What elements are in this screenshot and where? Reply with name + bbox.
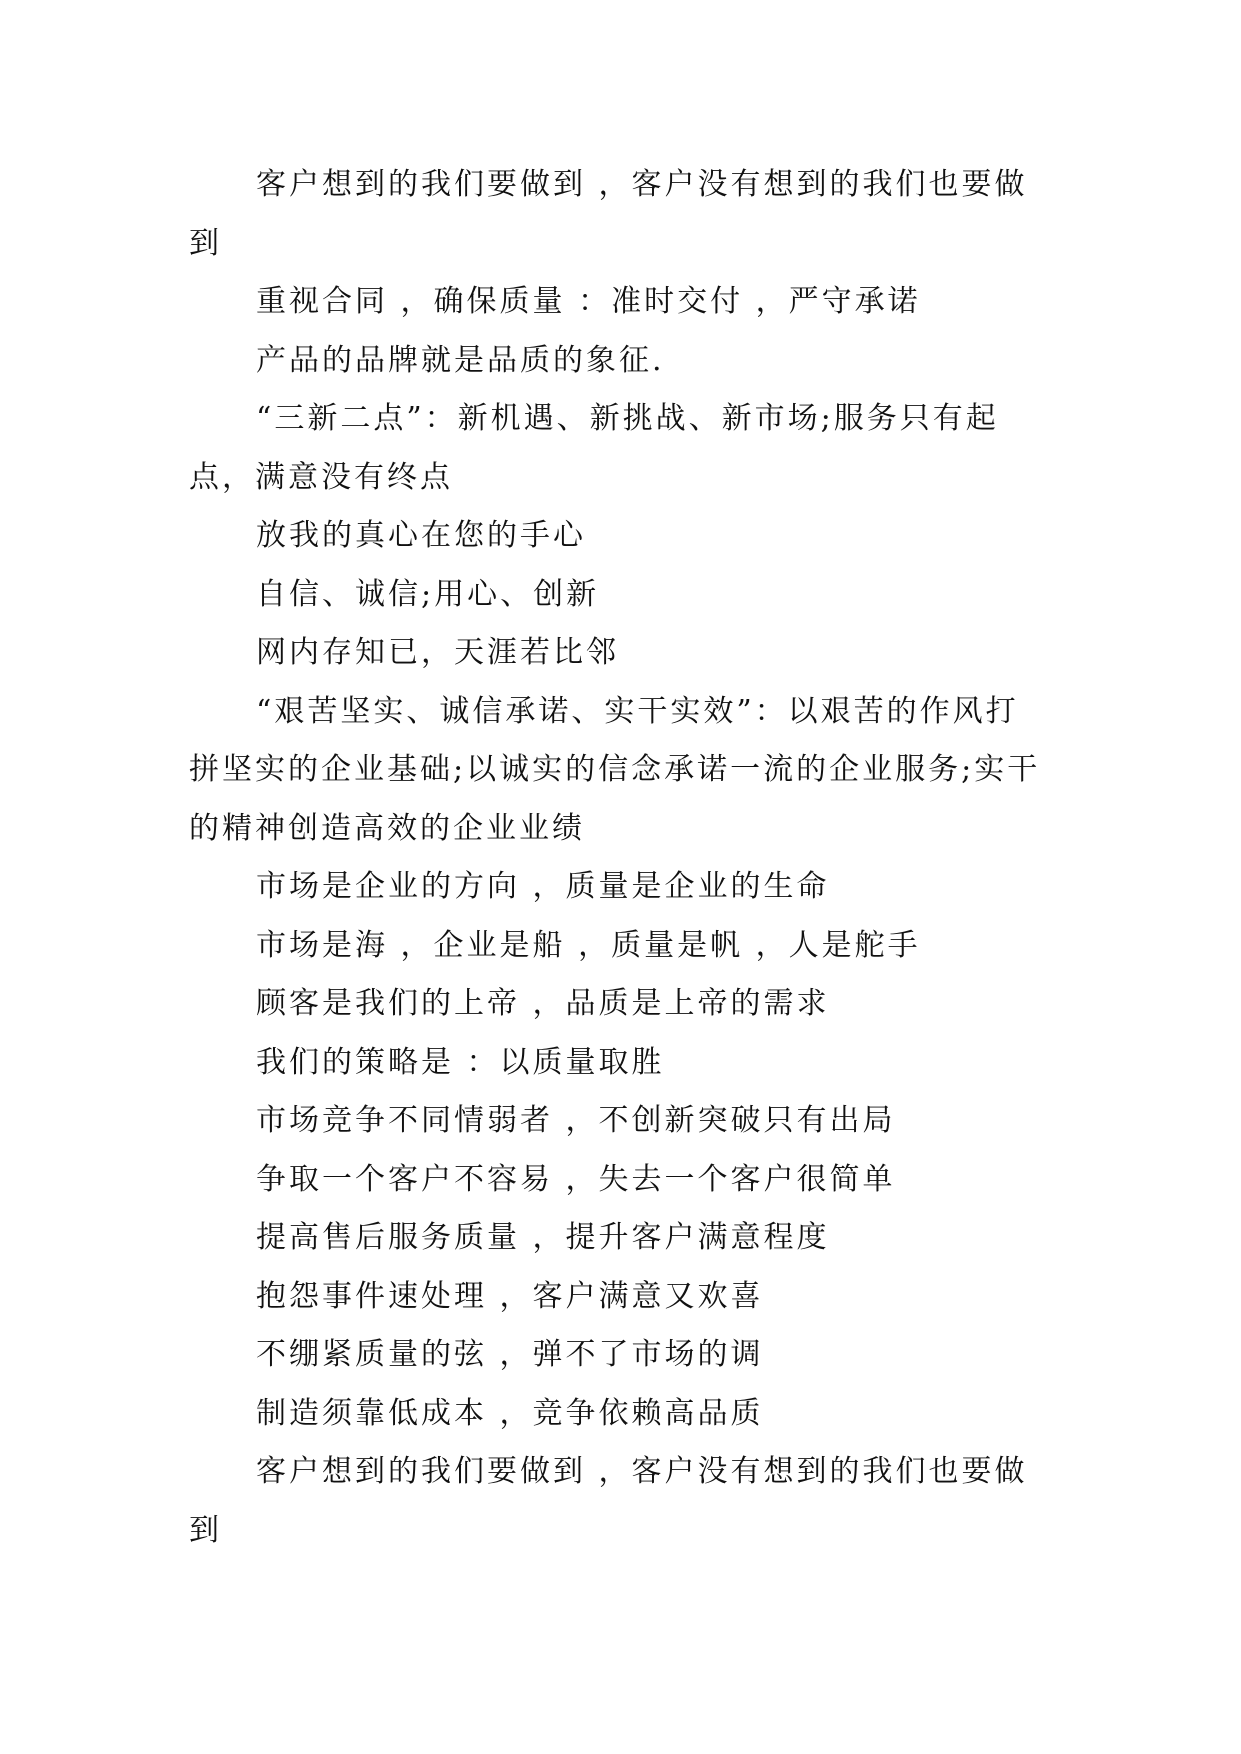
paragraph-18: 制造须靠低成本 ，竞争依赖高品质	[256, 1395, 764, 1431]
paragraph-10: 市场是海 ，企业是船 ，质量是帆 ，人是舵手	[256, 927, 921, 963]
paragraph-19: 客户想到的我们要做到 ，客户没有想到的我们也要做到	[189, 1454, 1028, 1548]
paragraph-2: 重视合同 ，确保质量 ：准时交付 ，严守承诺	[256, 284, 921, 319]
paragraph-16: 抱怨事件速处理 ，客户满意又欢喜	[256, 1278, 764, 1314]
paragraph-9: 市场是企业的方向 ，质量是企业的生命	[256, 869, 830, 904]
document-body	[189, 156, 1049, 1560]
paragraph-7: 网内存知已，天涯若比邻	[256, 635, 619, 670]
paragraph-8: “艰苦坚实、诚信承诺、实干实效”：以艰苦的作风打拼坚实的企业基础;以诚实的信念承诺一流的企业服务;实干的精神创造高效的企业业绩	[189, 693, 1041, 846]
paragraph-13: 市场竞争不同情弱者 ，不创新突破只有出局	[256, 1103, 896, 1138]
paragraph-11: 顾客是我们的上帝 ，品质是上帝的需求	[256, 986, 830, 1021]
paragraph-1: 客户想到的我们要做到 ，客户没有想到的我们也要做到	[189, 167, 1028, 261]
paragraph-14: 争取一个客户不容易 ，失去一个客户很简单	[256, 1161, 896, 1197]
paragraph-17: 不绷紧质量的弦 ，弹不了市场的调	[256, 1337, 764, 1372]
paragraph-12: 我们的策略是 ：以质量取胜	[256, 1044, 665, 1080]
paragraph-3: 产品的品牌就是品质的象征.	[256, 342, 665, 378]
paragraph-15: 提高售后服务质量 ，提升客户满意程度	[256, 1220, 830, 1255]
paragraph-5: 放我的真心在您的手心	[256, 518, 586, 553]
paragraph-6: 自信、诚信;用心、创新	[256, 576, 600, 612]
paragraph-4: “三新二点”：新机遇、新挑战、新市场;服务只有起点，满意没有终点	[189, 401, 999, 495]
